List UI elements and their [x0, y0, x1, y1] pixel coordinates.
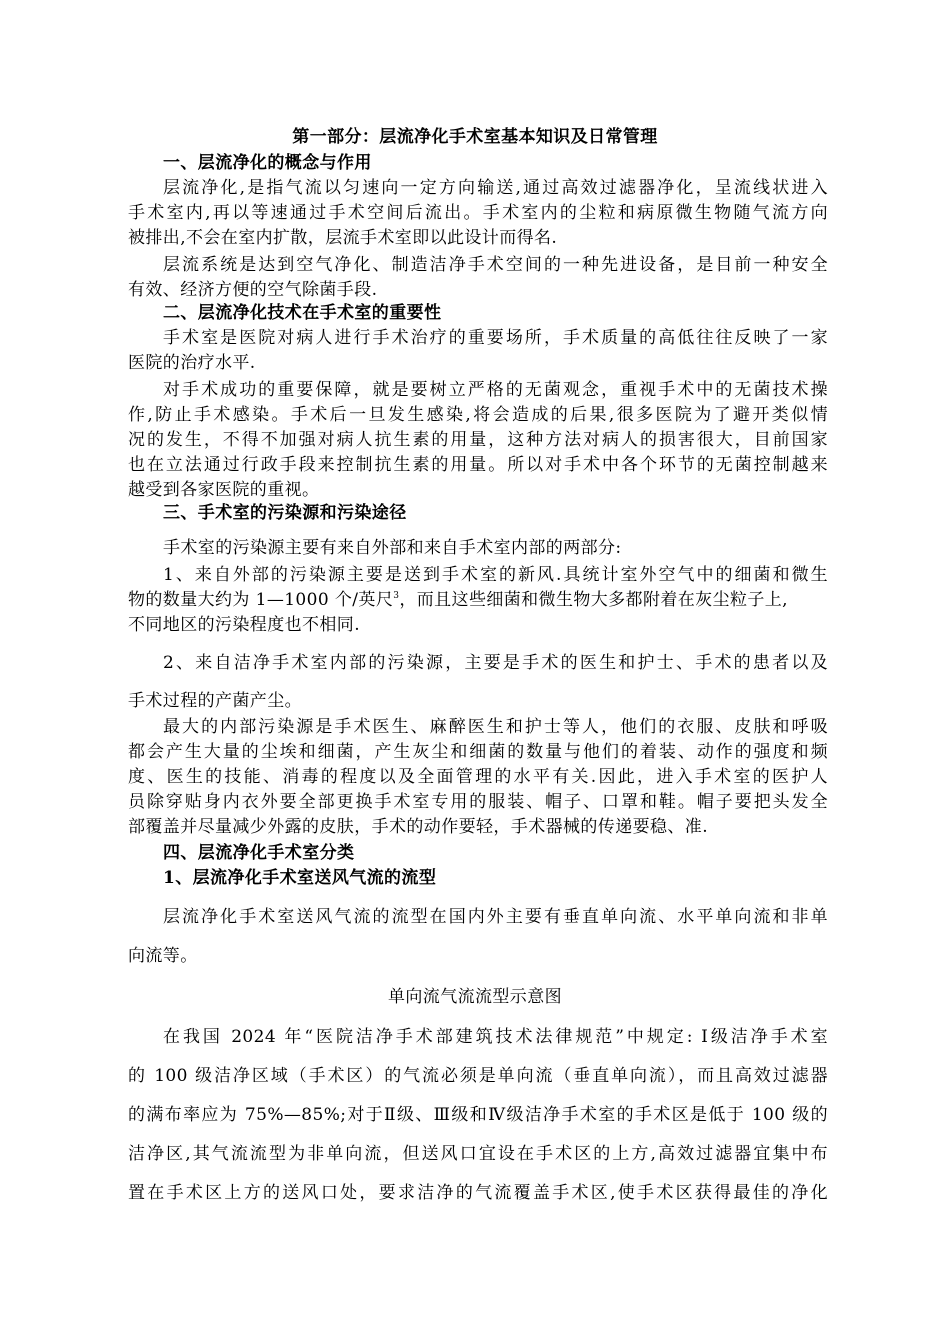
figure-caption: 单向流气流流型示意图	[388, 987, 562, 1007]
paragraph-line: 层流净化手术室送风气流的流型在国内外主要有垂直单向流、水平单向流和非单	[163, 907, 828, 927]
paragraph-line: 作,防止手术感染。手术后一旦发生感染,将会造成的后果,很多医院为了避开类似情	[128, 405, 828, 425]
paragraph-line: 员除穿贴身内衣外要全部更换手术室专用的服装、帽子、口罩和鞋。帽子要把头发全	[128, 792, 828, 812]
paragraph-line: 被排出,不会在室内扩散，层流手术室即以此设计而得名.	[128, 228, 558, 248]
text-span: 物的数量大约为 1—1000 个/英尺	[128, 590, 394, 610]
heading-5: 1、层流净化手术室送风气流的流型	[163, 868, 437, 888]
superscript: 3	[393, 591, 400, 601]
paragraph-line: 也在立法通过行政手段来控制抗生素的用量。所以对手术中各个环节的无菌控制越来	[128, 455, 828, 475]
heading-3: 三、手术室的污染源和污染途径	[163, 503, 407, 523]
paragraph-line: 手术室的污染源主要有来自外部和来自手术室内部的两部分:	[163, 538, 622, 558]
paragraph-line: 向流等。	[128, 946, 198, 966]
paragraph-line: 医院的治疗水平.	[128, 353, 256, 373]
paragraph-line: 部覆盖并尽量减少外露的皮肤，手术的动作要轻，手术器械的传递要稳、准.	[128, 817, 709, 837]
paragraph-line: 在我国 2024 年“医院洁净手术部建筑技术法律规范”中规定: Ⅰ级洁净手术室	[163, 1027, 828, 1047]
heading-1: 一、层流净化的概念与作用	[163, 153, 372, 173]
paragraph-line: 1、来自外部的污染源主要是送到手术室的新风.具统计室外空气中的细菌和微生	[163, 565, 828, 585]
paragraph-line: 层流净化,是指气流以匀速向一定方向输送,通过高效过滤器净化，呈流线状进入	[163, 178, 828, 198]
paragraph-line: 最大的内部污染源是手术医生、麻醉医生和护士等人，他们的衣服、皮肤和呼吸	[163, 717, 828, 737]
paragraph-line: 都会产生大量的尘埃和细菌，产生灰尘和细菌的数量与他们的着装、动作的强度和频	[128, 742, 828, 762]
paragraph-line: 度、医生的技能、消毒的程度以及全面管理的水平有关.因此，进入手术室的医护人	[128, 767, 828, 787]
paragraph-line: 2、来自洁净手术室内部的污染源，主要是手术的医生和护士、手术的患者以及	[163, 653, 828, 673]
paragraph-line: 的 100 级洁净区域（手术区）的气流必须是单向流（垂直单向流），而且高效过滤器	[128, 1066, 828, 1086]
paragraph-line: 洁净区,其气流流型为非单向流，但送风口宜设在手术区的上方,高效过滤器宜集中布	[128, 1144, 828, 1164]
page-title: 第一部分：层流净化手术室基本知识及日常管理	[292, 127, 658, 147]
paragraph-line: 况的发生，不得不加强对病人抗生素的用量，这种方法对病人的损害很大，目前国家	[128, 430, 828, 450]
paragraph-line: 手术过程的产菌产尘。	[128, 691, 302, 711]
paragraph-line: 越受到各家医院的重视。	[128, 480, 320, 500]
heading-2: 二、层流净化技术在手术室的重要性	[163, 303, 442, 323]
paragraph-line: 对手术成功的重要保障，就是要树立严格的无菌观念，重视手术中的无菌技术操	[163, 380, 828, 400]
paragraph-line: 置在手术区上方的送风口处，要求洁净的气流覆盖手术区,使手术区获得最佳的净化	[128, 1183, 828, 1203]
text-span: ，而且这些细菌和微生物大多都附着在灰尘粒子上,	[399, 590, 788, 610]
paragraph-line: 的满布率应为 75%—85%;对于Ⅱ级、Ⅲ级和Ⅳ级洁净手术室的手术区是低于 100 级的	[128, 1105, 828, 1125]
paragraph-line: 层流系统是达到空气净化、制造洁净手术空间的一种先进设备，是目前一种安全	[163, 255, 828, 275]
paragraph-line	[128, 588, 828, 612]
paragraph-line: 不同地区的污染程度也不相同.	[128, 615, 361, 635]
paragraph-line: 手术室是医院对病人进行手术治疗的重要场所，手术质量的高低往往反映了一家	[163, 328, 828, 348]
heading-4: 四、层流净化手术室分类	[163, 843, 355, 863]
paragraph-line: 手术室内,再以等速通过手术空间后流出。手术室内的尘粒和病原微生物随气流方向	[128, 203, 828, 223]
paragraph-line: 有效、经济方便的空气除菌手段.	[128, 280, 378, 300]
